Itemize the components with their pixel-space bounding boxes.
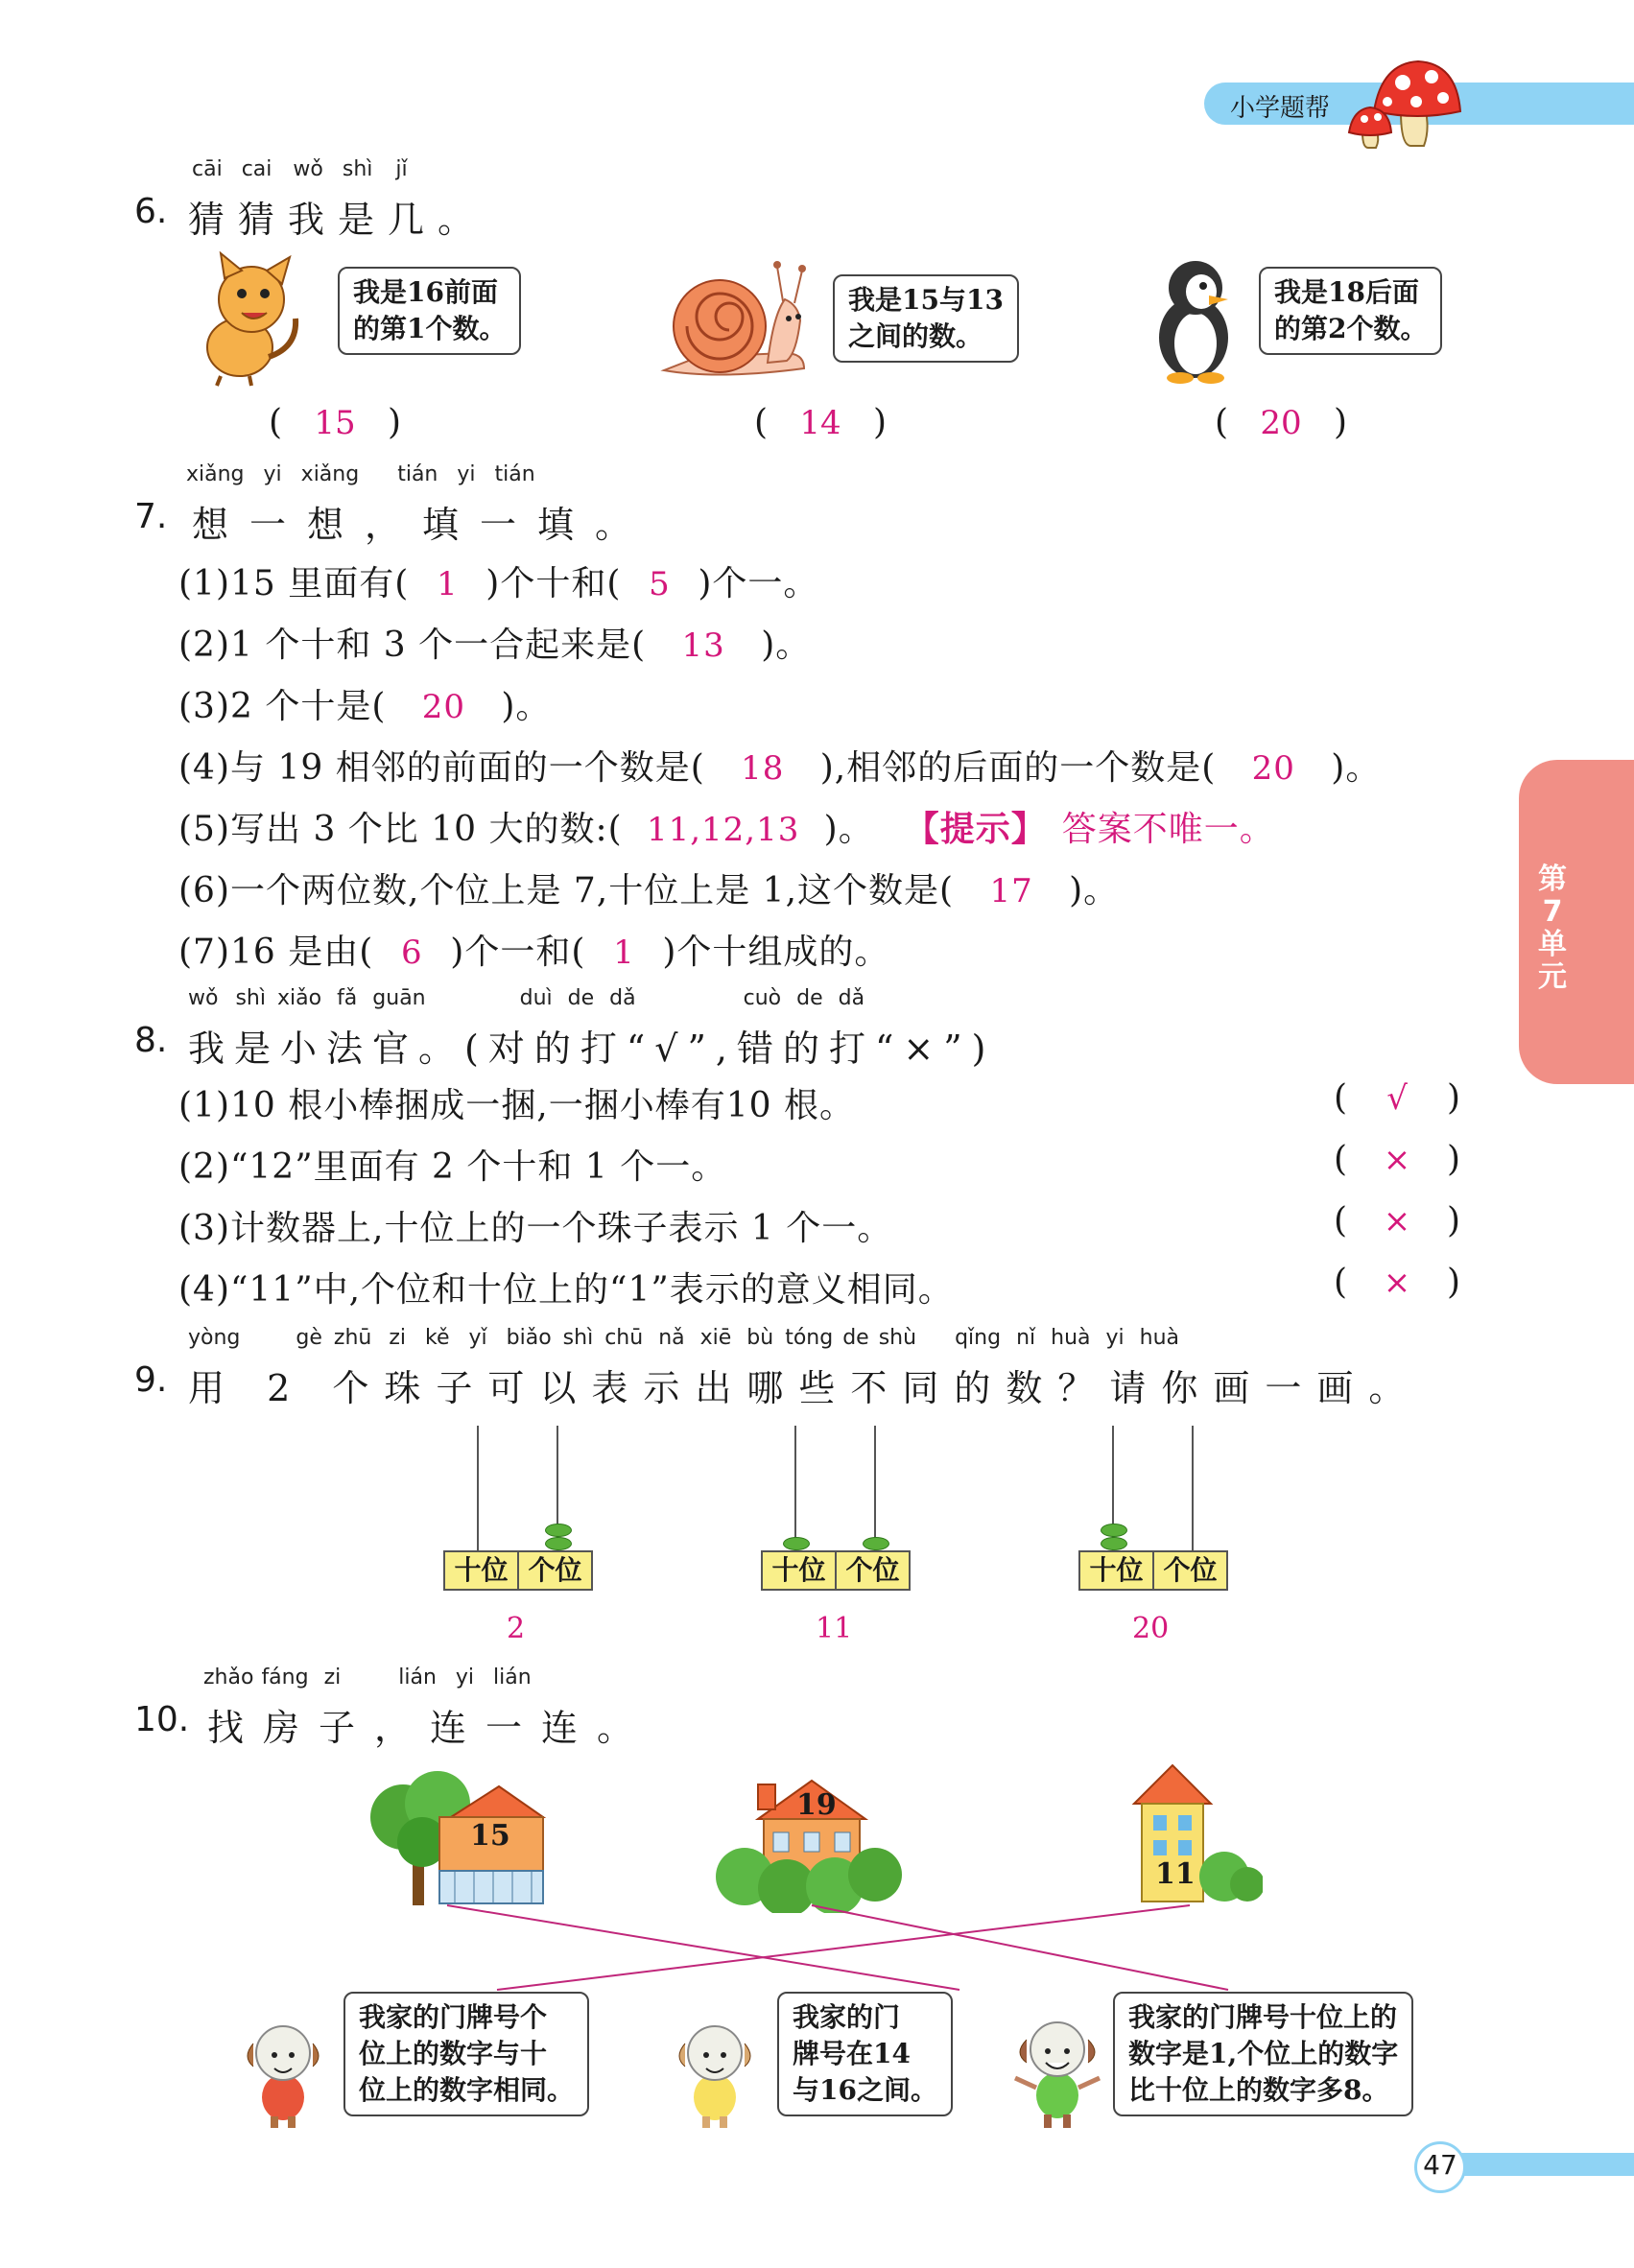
q8-item-2: (2)“12”里面有 2 个十和 1 个一。 [178,1147,727,1187]
q10-number: 10. [134,1700,190,1739]
hint-text: 答案不唯一。 [1061,810,1275,849]
q6-answer-3: ( 20 ) [1215,403,1348,442]
q8-check-4: ( × ) [1334,1263,1461,1302]
q8-number: 8. [134,1021,168,1060]
q8-check-2: ( × ) [1334,1140,1461,1179]
ones-label: 个位 [1152,1552,1226,1589]
q6-answer-1-value: 15 [314,404,356,442]
q8-check-3: ( × ) [1334,1201,1461,1240]
q8-pinyin: wǒ shì xiǎo fǎ guān duì de dǎ cuò de dǎ [188,986,865,1010]
house-11-number: 11 [1155,1857,1196,1891]
page-number: 47 [1423,2149,1457,2181]
tens-label: 十位 [771,1554,826,1586]
tens-label: 十位 [1089,1554,1144,1586]
abacus-2-value: 11 [816,1612,853,1645]
q7-item-6: (6)一个两位数,个位上是 7,十位上是 1,这个数是( 17 )。 [178,871,1120,910]
house-15-number: 15 [470,1819,510,1853]
q6-title: 猜猜我是几。 [188,199,488,241]
q7-item-5: (5)写出 3 个比 10 大的数:( 11,12,13 )。 【提示】 答案不唯一。 [178,810,1275,849]
q6-bubble-1: 我是16前面 的第1个数。 [338,267,521,355]
q9-pinyin: yòng gè zhū zi kě yǐ biǎo shì chū nǎ xiē bù tóng de shù qǐng nǐ huà yi huà [188,1326,1180,1350]
footer-bar [1439,2153,1634,2176]
header-brand: 小学题帮 [1230,94,1331,123]
q6-pinyin: cāi cai wǒ shì jǐ [192,157,408,181]
q6-answer-2: ( 14 ) [754,403,888,442]
house-19-number: 19 [796,1788,837,1822]
hint-label: 【提示】 [921,810,1047,849]
ones-label: 个位 [835,1552,909,1589]
ones-label: 个位 [517,1552,591,1589]
sheep-icon [672,2015,758,2130]
q10-pinyin: zhǎo fáng zi lián yi lián [203,1666,532,1689]
abacus-1-value: 2 [507,1612,526,1645]
sheep-bubble-2: 我家的门 牌号在14 与16之间。 [777,1992,953,2116]
q9-number: 9. [134,1360,168,1400]
q8-check-1: ( √ ) [1334,1078,1461,1118]
sheep-icon [1009,2011,1105,2130]
tens-label: 十位 [454,1554,509,1586]
sheep-bubble-1: 我家的门牌号个 位上的数字与十 位上的数字相同。 [343,1992,589,2116]
unit-side-tab-label: 第7单元 [1538,862,1567,994]
abacus-3-value: 20 [1132,1612,1170,1645]
sheep-bubble-3: 我家的门牌号十位上的 数字是1,个位上的数字 比十位上的数字多8。 [1113,1992,1413,2116]
q7-number: 7. [134,497,168,536]
q8-item-1: (1)10 根小棒捆成一捆,一捆小棒有10 根。 [178,1086,855,1125]
q6-answer-3-value: 20 [1260,404,1302,442]
q7-item-3: (3)2 个十是( 20 )。 [178,687,552,726]
q7-item-7: (7)16 是由( 6 )个一和( 1 )个十组成的。 [178,933,890,972]
q8-item-3: (3)计数器上,十位上的一个珠子表示 1 个一。 [178,1209,893,1248]
q6-bubble-2: 我是15与13 之间的数。 [833,274,1019,363]
q7-item-2: (2)1 个十和 3 个一合起来是( 13 )。 [178,626,812,665]
q8-item-4: (4)“11”中,个位和十位上的“1”表示的意义相同。 [178,1270,954,1310]
q7-item-4: (4)与 19 相邻的前面的一个数是( 18 ),相邻的后面的一个数是( 20 )。 [178,748,1382,788]
q7-title: 想一想，填一填。 [192,504,653,546]
q10-title: 找房子，连一连。 [207,1707,653,1749]
q7-pinyin: xiǎng yi xiǎng tián yi tián [186,462,535,486]
q6-number: 6. [134,192,168,231]
q6-bubble-3: 我是18后面 的第2个数。 [1259,267,1442,355]
q6-answer-1: ( 15 ) [269,403,402,442]
q6-answer-2-value: 14 [799,404,841,442]
sheep-icon [240,2015,326,2130]
q9-title: 用 2 个珠子可以表示出哪些不同的数？请你画一画。 [188,1367,1421,1409]
q8-title: 我是小法官。(对的打“√”,错的打“×”) [188,1028,996,1070]
q7-item-1: (1)15 里面有( 1 )个十和( 5 )个一。 [178,564,819,603]
